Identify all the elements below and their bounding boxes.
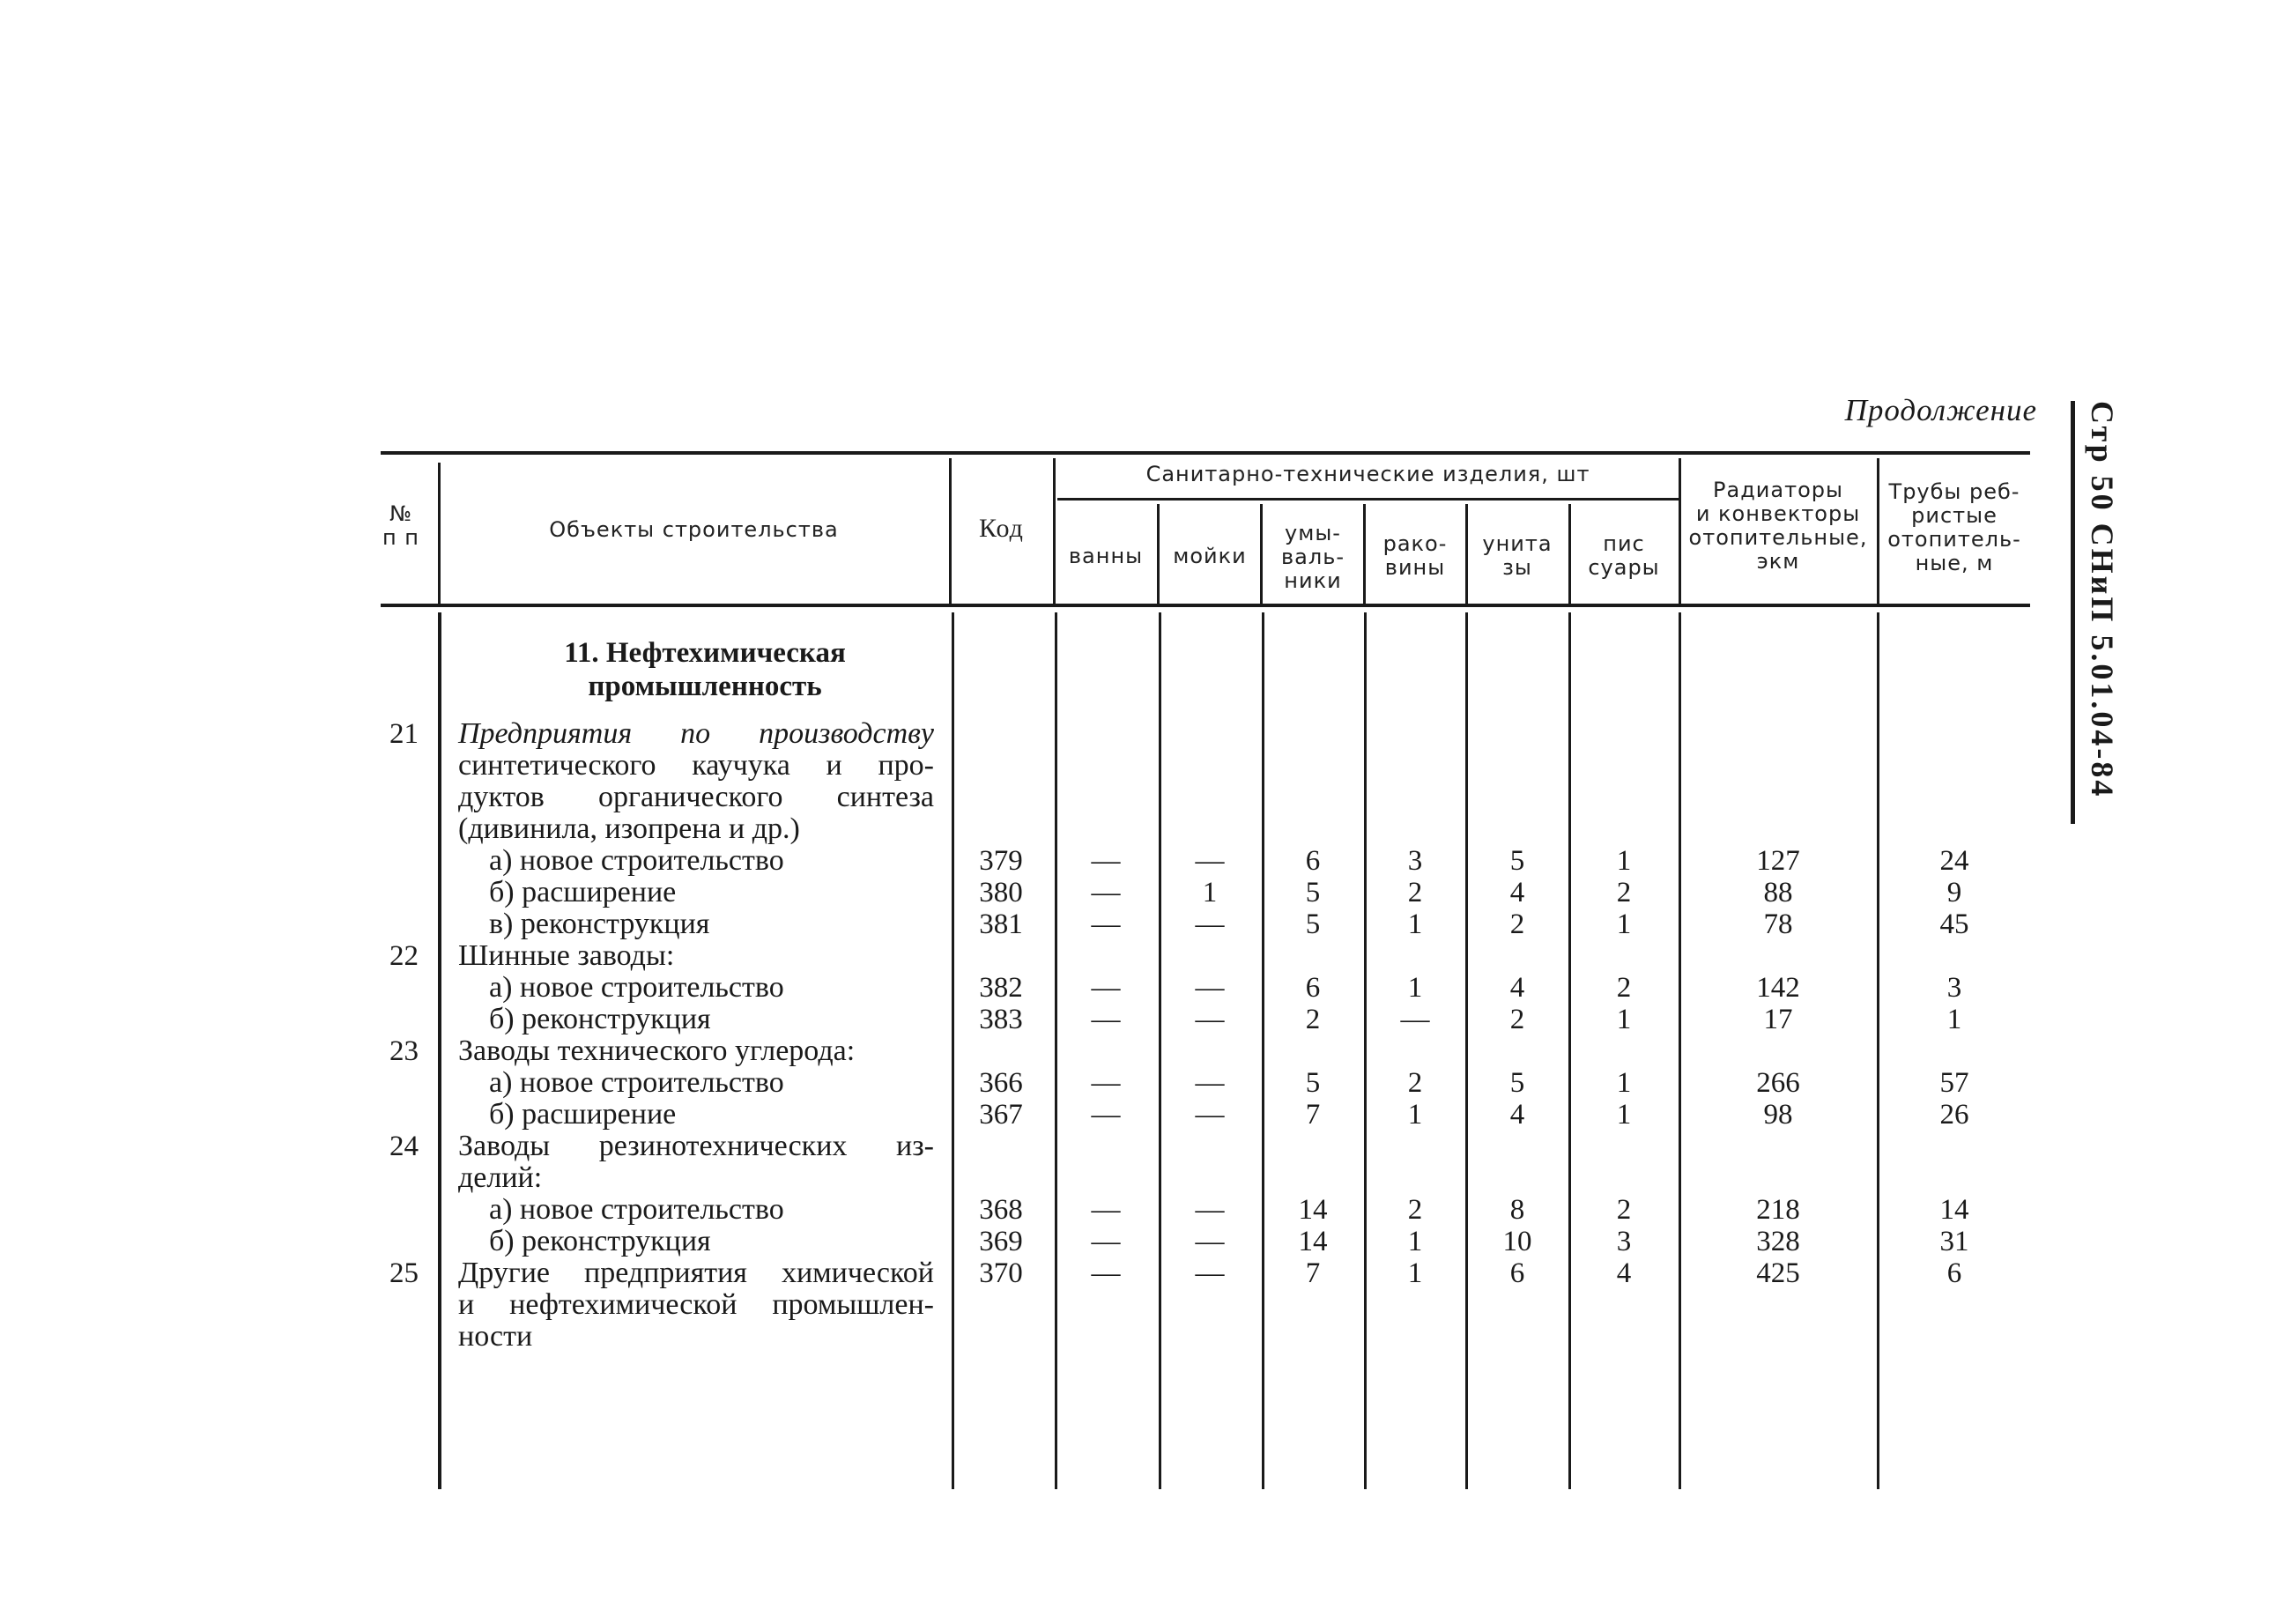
cell-urinals: 2 <box>1616 972 1632 1004</box>
cell-radiators: 266 <box>1756 1067 1800 1099</box>
cell-pipes: 57 <box>1939 1067 1969 1099</box>
col-divider <box>438 612 441 1489</box>
object-name: Предприятия по производству <box>458 717 934 750</box>
cell-washbasins: 2 <box>1305 1004 1321 1035</box>
cell-pipes: 14 <box>1939 1194 1969 1226</box>
object-variant: б) расширение <box>489 1098 677 1131</box>
col-divider <box>1568 612 1571 1489</box>
cell-sinks-kitchen: — <box>1195 1004 1225 1035</box>
object-variant: б) расширение <box>489 876 677 908</box>
cell-urinals: 1 <box>1616 908 1632 940</box>
cell-sinks: — <box>1400 1004 1430 1035</box>
cell-baths: — <box>1091 1067 1121 1099</box>
cell-pipes: 24 <box>1939 845 1969 877</box>
cell-code: 366 <box>979 1067 1023 1099</box>
top-rule <box>381 451 2030 455</box>
cell-baths: — <box>1091 1099 1121 1131</box>
col-divider <box>1877 612 1879 1489</box>
cell-radiators: 425 <box>1756 1257 1800 1289</box>
cell-baths: — <box>1091 972 1121 1004</box>
cell-baths: — <box>1091 845 1121 877</box>
col-divider <box>952 612 954 1489</box>
header-sanitary-group: Санитарно-технические изделия, шт <box>1145 462 1590 486</box>
cell-baths: — <box>1091 1257 1121 1289</box>
col-divider <box>1053 458 1056 604</box>
cell-pipes: 31 <box>1939 1226 1969 1257</box>
cell-code: 369 <box>979 1226 1023 1257</box>
header-sinks: рако- вины <box>1382 531 1448 580</box>
cell-radiators: 127 <box>1756 845 1800 877</box>
cell-code: 370 <box>979 1257 1023 1289</box>
cell-washbasins: 6 <box>1305 845 1321 877</box>
header-baths: ванны <box>1068 544 1144 568</box>
header-radiators: Радиаторы и конвекторы отопительные, экм <box>1688 478 1868 574</box>
cell-sinks: 1 <box>1407 908 1423 940</box>
header-urinals: пис суары <box>1588 531 1660 580</box>
cell-urinals: 2 <box>1616 877 1632 908</box>
cell-urinals: 1 <box>1616 845 1632 877</box>
cell-toilets: 2 <box>1509 908 1525 940</box>
cell-urinals: 3 <box>1616 1226 1632 1257</box>
cell-baths: — <box>1091 877 1121 908</box>
cell-urinals: 1 <box>1616 1099 1632 1131</box>
cell-pipes: 1 <box>1946 1004 1962 1035</box>
cell-washbasins: 7 <box>1305 1257 1321 1289</box>
col-divider <box>1159 612 1161 1489</box>
cell-washbasins: 14 <box>1298 1194 1328 1226</box>
cell-baths: — <box>1091 1194 1121 1226</box>
row-number: 23 <box>389 1035 419 1067</box>
document-reference-margin <box>2071 401 2128 824</box>
cell-urinals: 1 <box>1616 1004 1632 1035</box>
header-sinks-kitchen: мойки <box>1173 544 1247 568</box>
cell-pipes: 26 <box>1939 1099 1969 1131</box>
object-variant: а) новое строительство <box>489 1193 784 1226</box>
cell-radiators: 88 <box>1763 877 1793 908</box>
cell-sinks-kitchen: 1 <box>1202 877 1218 908</box>
cell-urinals: 2 <box>1616 1194 1632 1226</box>
cell-pipes: 9 <box>1946 877 1962 908</box>
col-divider <box>1679 612 1681 1489</box>
cell-toilets: 4 <box>1509 1099 1525 1131</box>
cell-washbasins: 6 <box>1305 972 1321 1004</box>
header-toilets: унита зы <box>1482 531 1553 580</box>
section-title: 11. Нефтехимическая промышленность <box>564 637 846 702</box>
cell-toilets: 5 <box>1509 845 1525 877</box>
cell-washbasins: 5 <box>1305 877 1321 908</box>
cell-sinks-kitchen: — <box>1195 1067 1225 1099</box>
object-name: Другие предприятия химической <box>458 1257 934 1289</box>
cell-code: 379 <box>979 845 1023 877</box>
continuation-label: Продолжение <box>1844 393 2037 427</box>
cell-code: 367 <box>979 1099 1023 1131</box>
cell-urinals: 1 <box>1616 1067 1632 1099</box>
object-variant: а) новое строительство <box>489 971 784 1004</box>
object-variant: б) реконструкция <box>489 1003 711 1035</box>
sanitary-subheader-rule <box>1057 498 1679 501</box>
cell-sinks: 2 <box>1407 1067 1423 1099</box>
cell-pipes: 3 <box>1946 972 1962 1004</box>
cell-sinks-kitchen: — <box>1195 845 1225 877</box>
cell-code: 380 <box>979 877 1023 908</box>
object-name: делий: <box>458 1161 543 1194</box>
cell-sinks: 1 <box>1407 1099 1423 1131</box>
cell-code: 382 <box>979 972 1023 1004</box>
header-bottom-rule <box>381 604 2030 607</box>
cell-sinks: 3 <box>1407 845 1423 877</box>
cell-washbasins: 7 <box>1305 1099 1321 1131</box>
cell-sinks: 1 <box>1407 1257 1423 1289</box>
row-number: 25 <box>389 1257 419 1289</box>
header-pipes: Трубы реб- ристые отопитель- ные, м <box>1887 479 2021 575</box>
cell-toilets: 10 <box>1502 1226 1532 1257</box>
cell-code: 383 <box>979 1004 1023 1035</box>
cell-toilets: 2 <box>1509 1004 1525 1035</box>
object-name: Шинные заводы: <box>458 939 675 972</box>
header-num: № п п <box>382 501 419 550</box>
cell-sinks-kitchen: — <box>1195 1257 1225 1289</box>
cell-sinks: 2 <box>1407 1194 1423 1226</box>
cell-sinks: 1 <box>1407 1226 1423 1257</box>
cell-toilets: 4 <box>1509 877 1525 908</box>
object-variant: в) реконструкция <box>489 908 710 940</box>
object-name: и нефтехимической промышлен- <box>458 1288 934 1321</box>
row-number: 24 <box>389 1131 419 1162</box>
cell-sinks-kitchen: — <box>1195 908 1225 940</box>
object-name: (дивинила, изопрена и др.) <box>458 812 800 845</box>
cell-code: 368 <box>979 1194 1023 1226</box>
object-variant: а) новое строительство <box>489 844 784 877</box>
cell-baths: — <box>1091 1226 1121 1257</box>
col-divider <box>1262 612 1264 1489</box>
object-name: дуктов органического синтеза <box>458 781 934 813</box>
cell-baths: — <box>1091 908 1121 940</box>
header-code: Код <box>979 514 1024 543</box>
cell-toilets: 6 <box>1509 1257 1525 1289</box>
cell-pipes: 6 <box>1946 1257 1962 1289</box>
cell-sinks: 2 <box>1407 877 1423 908</box>
header-objects: Объекты строительства <box>549 517 839 542</box>
cell-code: 381 <box>979 908 1023 940</box>
cell-washbasins: 5 <box>1305 908 1321 940</box>
cell-washbasins: 14 <box>1298 1226 1328 1257</box>
col-divider <box>1364 612 1367 1489</box>
cell-toilets: 5 <box>1509 1067 1525 1099</box>
object-name: Заводы технического углерода: <box>458 1034 856 1067</box>
cell-sinks-kitchen: — <box>1195 1226 1225 1257</box>
cell-baths: — <box>1091 1004 1121 1035</box>
cell-urinals: 4 <box>1616 1257 1632 1289</box>
cell-toilets: 8 <box>1509 1194 1525 1226</box>
document-reference-text: Стр 50 СНиП 5.01.04-84 <box>2085 401 2120 799</box>
header-washbasins: умы- валь- ники <box>1281 521 1345 593</box>
object-name: синтетического каучука и про- <box>458 749 934 782</box>
col-divider <box>1055 612 1057 1489</box>
cell-pipes: 45 <box>1939 908 1969 940</box>
cell-radiators: 17 <box>1763 1004 1793 1035</box>
cell-radiators: 328 <box>1756 1226 1800 1257</box>
col-divider <box>1465 612 1468 1489</box>
cell-washbasins: 5 <box>1305 1067 1321 1099</box>
cell-sinks: 1 <box>1407 972 1423 1004</box>
object-name: ности <box>458 1320 533 1353</box>
object-name: Заводы резинотехнических из- <box>458 1130 934 1162</box>
cell-radiators: 218 <box>1756 1194 1800 1226</box>
row-number: 21 <box>389 718 419 750</box>
cell-radiators: 98 <box>1763 1099 1793 1131</box>
cell-radiators: 78 <box>1763 908 1793 940</box>
cell-toilets: 4 <box>1509 972 1525 1004</box>
row-number: 22 <box>389 940 419 972</box>
cell-sinks-kitchen: — <box>1195 1194 1225 1226</box>
cell-sinks-kitchen: — <box>1195 972 1225 1004</box>
object-variant: а) новое строительство <box>489 1066 784 1099</box>
cell-radiators: 142 <box>1756 972 1800 1004</box>
cell-sinks-kitchen: — <box>1195 1099 1225 1131</box>
object-variant: б) реконструкция <box>489 1225 711 1257</box>
